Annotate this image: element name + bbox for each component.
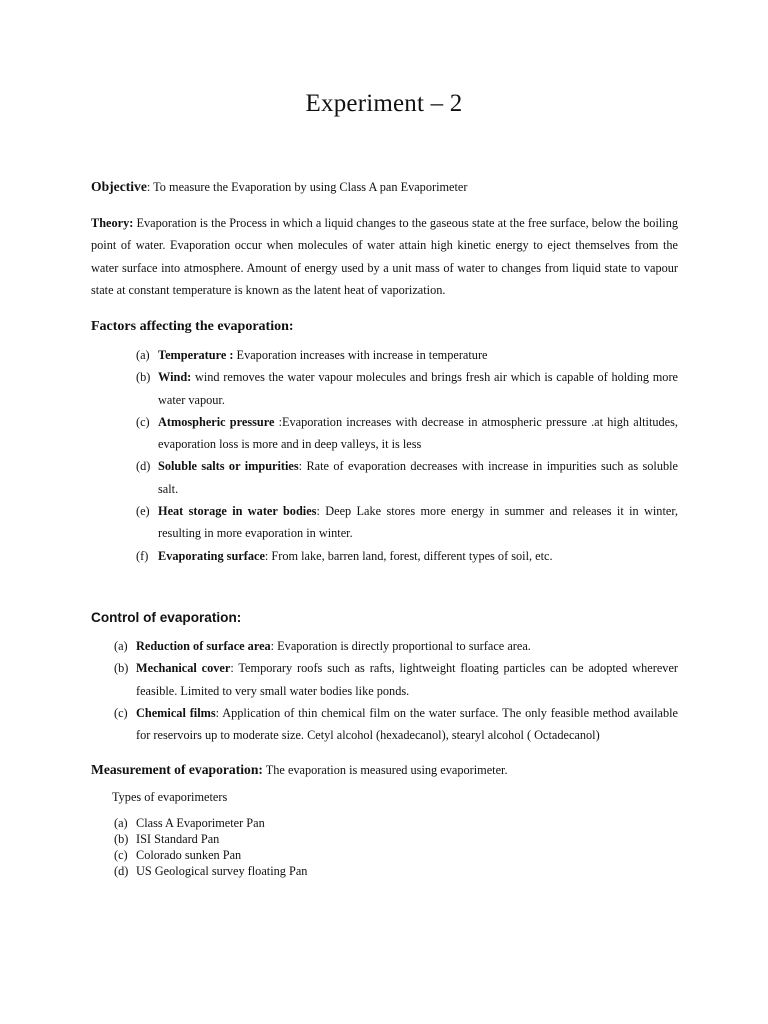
factor-text: : Deep Lake stores more energy in summer and releases it in winter, resulting in more evaporation in winter.	[158, 504, 678, 541]
list-marker: (c)	[114, 705, 128, 720]
list-item	[114, 863, 536, 879]
list-item	[114, 815, 536, 831]
factor-text: :Evaporation increases with decrease in atmospheric pressure .at high altitudes, evaporation loss is more and in deep valleys, it is less	[158, 414, 678, 452]
control-list	[114, 635, 678, 746]
list-item	[114, 847, 536, 863]
list-item	[136, 545, 678, 567]
theory-paragraph	[91, 212, 678, 301]
control-term: Mechanical cover	[136, 661, 231, 676]
list-marker: (b)	[136, 370, 151, 385]
list-item	[114, 831, 536, 847]
factor-term: Atmospheric pressure	[158, 414, 275, 429]
list-item	[114, 702, 678, 747]
control-term: Reduction of surface area	[136, 639, 271, 653]
measurement-paragraph	[91, 761, 678, 779]
factor-term: Heat storage in water bodies	[158, 504, 317, 519]
list-marker: (b)	[114, 832, 129, 846]
list-item	[114, 635, 678, 657]
list-marker: (d)	[136, 459, 151, 474]
list-item	[136, 455, 678, 500]
list-item	[136, 500, 678, 545]
type-text: Colorado sunken Pan	[136, 848, 242, 862]
control-text: : Evaporation is directly proportional to surface area.	[270, 639, 531, 653]
control-text: : Temporary roofs such as rafts, lightweight floating particles can be adopted wherever feasible. Limited to very small water bodies like ponds.	[136, 661, 678, 698]
objective-label: Objective	[91, 179, 147, 194]
type-text: ISI Standard Pan	[136, 832, 220, 846]
objective-text: : To measure the Evaporation by using Class A pan Evaporimeter	[146, 180, 468, 194]
list-item	[136, 411, 678, 456]
theory-text: Evaporation is the Process in which a liquid changes to the gaseous state at the free surface, below the boiling point of water. Evaporation occur when molecules of water attain high kinetic energy to eject themselves from the water surface into atmosphere. Amount of energy used by a unit mass of water to changes from liquid state to vapour state at constant temperature is known as the latent heat of vaporization.	[91, 216, 678, 297]
factor-text: : Rate of evaporation decreases with increase in impurities such as soluble salt.	[158, 459, 678, 496]
list-item	[136, 366, 678, 411]
factor-term: Evaporating surface	[158, 548, 265, 563]
measurement-label: Measurement of evaporation:	[91, 762, 263, 777]
evaporimeter-types-list	[114, 815, 536, 879]
types-label: Types of evaporimeters	[112, 790, 228, 804]
list-marker: (a)	[114, 639, 128, 653]
type-text: Class A Evaporimeter Pan	[136, 816, 265, 830]
factor-term: Wind:	[158, 370, 192, 385]
control-heading: Control of evaporation:	[91, 610, 242, 625]
list-marker: (f)	[136, 548, 149, 563]
theory-label: Theory:	[91, 216, 134, 230]
list-marker: (c)	[114, 848, 128, 862]
factor-text: wind removes the water vapour molecules and brings fresh air which is capable of holding more water vapour.	[158, 370, 678, 407]
list-marker: (a)	[114, 816, 128, 830]
factors-list	[136, 344, 678, 567]
list-item	[114, 657, 678, 702]
type-text: US Geological survey floating Pan	[136, 864, 308, 878]
list-item	[136, 344, 678, 366]
list-marker: (b)	[114, 661, 129, 676]
factor-text: : From lake, barren land, forest, different types of soil, etc.	[264, 548, 553, 563]
control-text: : Application of thin chemical film on the water surface. The only feasible method available for reservoirs up to moderate size. Cetyl alcohol (hexadecanol), stearyl alcohol ( Octadecanol)	[136, 705, 678, 743]
list-marker: (e)	[136, 504, 150, 519]
control-term: Chemical films	[136, 705, 216, 720]
objective-paragraph	[91, 179, 678, 195]
factor-term: Soluble salts or impurities	[158, 459, 299, 474]
factors-heading: Factors affecting the evaporation:	[91, 319, 294, 334]
page-title: Experiment – 2	[305, 90, 463, 117]
measurement-text: The evaporation is measured using evaporimeter.	[262, 763, 508, 777]
list-marker: (c)	[136, 414, 150, 429]
list-marker: (a)	[136, 348, 150, 362]
factor-text: Evaporation increases with increase in temperature	[233, 348, 488, 362]
factor-term: Temperature :	[158, 348, 234, 362]
list-marker: (d)	[114, 864, 129, 878]
